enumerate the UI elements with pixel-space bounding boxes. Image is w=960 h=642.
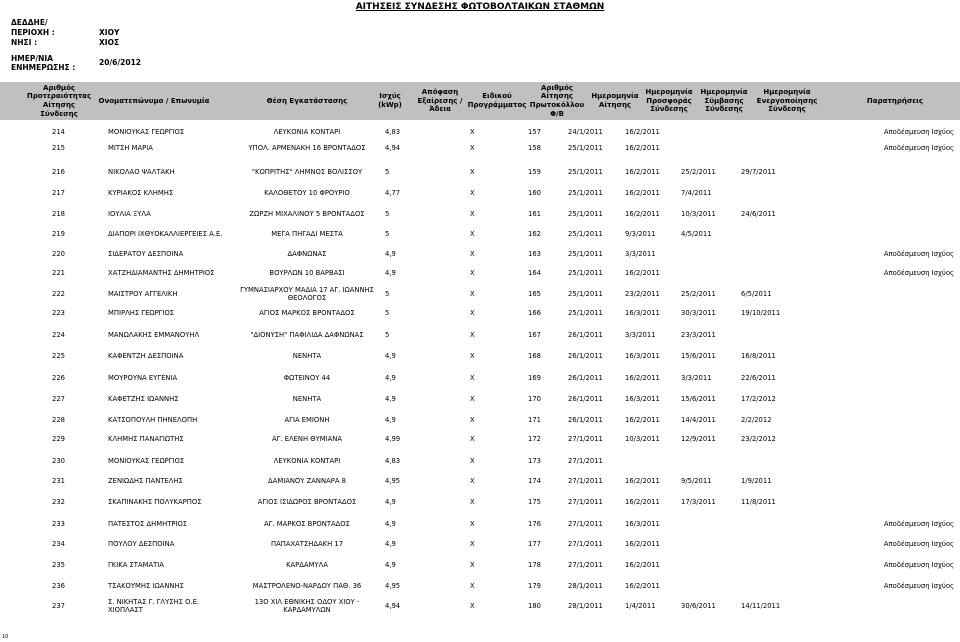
table-row	[0, 162, 960, 182]
header-program: Ειδικού Προγράμματος	[467, 92, 527, 109]
row-protocol: 170	[528, 395, 541, 403]
row-date-activation: 6/5/2011	[741, 290, 772, 298]
row-notes: Αποδέσμευση Ισχύος	[883, 128, 954, 136]
row-program-mark: Χ	[470, 395, 475, 403]
row-name: ΔΙΑΠΟΡΙ ΙΧΘΥΟΚΑΛΛΙΕΡΓΕΙΕΣ Α.Ε.	[108, 230, 223, 238]
row-protocol: 175	[528, 498, 541, 506]
row-program-mark: Χ	[470, 168, 475, 176]
header-priority: Αριθμός Προτεραιότητας Αίτησης Σύνδεσης	[26, 83, 92, 118]
row-date-contract: 25/2/2011	[681, 168, 716, 176]
row-protocol: 167	[528, 331, 541, 339]
page-title: ΑΙΤΗΣΕΙΣ ΣΥΝΔΕΣΗΣ ΦΩΤΟΒΟΛΤΑΙΚΩΝ ΣΤΑΘΜΩΝ	[355, 2, 605, 12]
row-power: 5	[385, 309, 390, 317]
row-power: 4,9	[385, 416, 396, 424]
row-protocol: 174	[528, 477, 541, 485]
row-location: ΛΕΥΚΟΝΙΑ ΚΟΝΤΑΡΙ	[273, 457, 341, 465]
row-location: ΥΠΟΛ. ΑΡΜΕΝΑΚΗ 16 ΒΡΟΝΤΑΔΟΣ	[248, 144, 366, 152]
table-row	[0, 204, 960, 224]
row-priority: 222	[52, 290, 65, 298]
row-location: ΠΑΠΑΧΑΤΣΗΔΑΚΗ 17	[270, 540, 344, 548]
row-name: ΣΙΔΕΡΑΤΟΥ ΔΕΣΠΟΙΝΑ	[108, 250, 184, 258]
row-power: 5	[385, 290, 390, 298]
row-date-offer: 23/2/2011	[625, 290, 660, 298]
row-date-activation: 14/11/2011	[741, 602, 781, 610]
perioxi-value: ΧΙΟΥ	[99, 28, 120, 37]
row-notes: Αποδέσμευση Ισχύος	[883, 144, 954, 152]
table-row	[0, 555, 960, 575]
row-protocol: 157	[528, 128, 541, 136]
row-date-offer: 16/2/2011	[625, 168, 660, 176]
row-date-offer: 16/2/2011	[625, 269, 660, 277]
row-protocol: 172	[528, 435, 541, 443]
row-location: ΑΓ. ΜΑΡΚΟΣ ΒΡΟΝΤΑΔΟΣ	[264, 520, 350, 528]
row-power: 4,9	[385, 540, 396, 548]
row-date-offer: 16/2/2011	[625, 128, 660, 136]
table-row	[0, 492, 960, 512]
row-date-application: 24/1/2011	[568, 128, 603, 136]
row-date-application: 25/1/2011	[568, 230, 603, 238]
row-priority: 230	[52, 457, 65, 465]
row-priority: 236	[52, 582, 65, 590]
row-date-offer: 16/2/2011	[625, 498, 660, 506]
row-program-mark: Χ	[470, 331, 475, 339]
table-row	[0, 303, 960, 323]
header-decision: Απόφαση Εξαίρεσης / Άδεια	[417, 88, 463, 114]
row-protocol: 162	[528, 230, 541, 238]
row-priority: 226	[52, 374, 65, 382]
row-name: ΙΟΥΛΙΑ ΞΥΛΑ	[108, 210, 151, 218]
row-date-application: 26/1/2011	[568, 374, 603, 382]
row-date-application: 26/1/2011	[568, 352, 603, 360]
table-row	[0, 284, 960, 304]
header-date-activation: Ημερομηνία Ενεργοποίησης Σύνδεσης	[756, 88, 818, 114]
row-power: 5	[385, 230, 390, 238]
row-date-application: 25/1/2011	[568, 290, 603, 298]
row-date-offer: 9/3/2011	[625, 230, 656, 238]
row-protocol: 158	[528, 144, 541, 152]
table-row	[0, 244, 960, 264]
row-protocol: 178	[528, 561, 541, 569]
row-power: 4,9	[385, 352, 396, 360]
row-location: 13Ο ΧΙΛ ΕΘΝΙΚΗΣ ΟΔΟΥ ΧΙΟΥ - ΚΑΡΔΑΜΥΛΩΝ	[254, 598, 360, 614]
row-program-mark: Χ	[470, 498, 475, 506]
table-row	[0, 514, 960, 534]
table-row	[0, 346, 960, 366]
row-date-activation: 1/9/2011	[741, 477, 772, 485]
row-protocol: 163	[528, 250, 541, 258]
row-power: 4,9	[385, 395, 396, 403]
row-protocol: 180	[528, 602, 541, 610]
row-location: ΝΕΝΗΤΑ	[292, 352, 322, 360]
row-priority: 217	[52, 189, 65, 197]
row-date-application: 28/1/2011	[568, 582, 603, 590]
row-name: ΜΠΙΡΛΗΣ ΓΕΩΡΓΙΟΣ	[108, 309, 175, 317]
table-row	[0, 389, 960, 409]
row-location: ΜΑΣΤΡΟΛΕΝΟ-ΝΑΡΔΟΥ ΠΑΘ. 36	[252, 582, 362, 590]
row-program-mark: Χ	[470, 144, 475, 152]
row-date-offer: 16/2/2011	[625, 416, 660, 424]
row-date-application: 27/1/2011	[568, 477, 603, 485]
row-date-contract: 15/6/2011	[681, 352, 716, 360]
row-priority: 220	[52, 250, 65, 258]
row-power: 4,83	[385, 128, 401, 136]
row-date-application: 27/1/2011	[568, 457, 603, 465]
row-name: ΠΑΤΕΣΤΟΣ ΔΗΜΗΤΡΙΟΣ	[108, 520, 188, 528]
date-label-1: ΗΜΕΡ/ΝΙΑ	[11, 54, 53, 63]
row-priority: 233	[52, 520, 65, 528]
row-location: ΦΩΤΕΙΝΟΥ 44	[283, 374, 331, 382]
row-name: ΜΟΥΡΟΥΝΑ ΕΥΓΕΝΙΑ	[108, 374, 178, 382]
row-program-mark: Χ	[470, 290, 475, 298]
table-row	[0, 325, 960, 345]
row-location: ΔΑΜΙΑΝΟΥ ΖΑΝΝΑΡΑ 8	[268, 477, 346, 485]
row-date-offer: 16/2/2011	[625, 582, 660, 590]
row-power: 4,9	[385, 374, 396, 382]
row-program-mark: Χ	[470, 352, 475, 360]
row-location: ΚΑΛΟΘΕΤΟΥ 10 ΦΡΟΥΡΙΟ	[264, 189, 350, 197]
row-priority: 235	[52, 561, 65, 569]
row-program-mark: Χ	[470, 374, 475, 382]
table-row	[0, 576, 960, 596]
row-protocol: 159	[528, 168, 541, 176]
row-power: 4,77	[385, 189, 401, 197]
header-date-app: Ημερομηνία Αίτησης	[591, 92, 639, 109]
row-power: 5	[385, 168, 390, 176]
table-row	[0, 183, 960, 203]
row-date-offer: 1/4/2011	[625, 602, 656, 610]
row-date-activation: 2/2/2012	[741, 416, 772, 424]
row-date-application: 27/1/2011	[568, 540, 603, 548]
row-program-mark: Χ	[470, 520, 475, 528]
row-date-activation: 17/2/2012	[741, 395, 776, 403]
nisi-label: ΝΗΣΙ :	[11, 38, 38, 47]
row-power: 4,9	[385, 498, 396, 506]
row-date-offer: 16/2/2011	[625, 144, 660, 152]
row-program-mark: Χ	[470, 309, 475, 317]
row-priority: 215	[52, 144, 65, 152]
row-date-application: 25/1/2011	[568, 210, 603, 218]
row-date-activation: 22/6/2011	[741, 374, 776, 382]
row-protocol: 166	[528, 309, 541, 317]
row-date-application: 27/1/2011	[568, 561, 603, 569]
row-notes: Αποδέσμευση Ισχύος	[883, 250, 954, 258]
row-name: ΣΚΑΠΙΝΑΚΗΣ ΠΟΛΥΚΑΡΠΟΣ	[108, 498, 202, 506]
row-name: ΚΛΗΜΗΣ ΠΑΝΑΓΙΩΤΗΣ	[108, 435, 184, 443]
row-date-contract: 25/2/2011	[681, 290, 716, 298]
row-date-activation: 19/10/2011	[741, 309, 781, 317]
row-program-mark: Χ	[470, 210, 475, 218]
row-date-contract: 12/9/2011	[681, 435, 716, 443]
row-program-mark: Χ	[470, 128, 475, 136]
row-date-activation: 11/8/2011	[741, 498, 776, 506]
row-power: 4,9	[385, 250, 396, 258]
row-date-application: 27/1/2011	[568, 435, 603, 443]
perioxi-label: ΠΕΡΙΟΧΗ :	[11, 28, 55, 37]
table-row	[0, 471, 960, 491]
row-name: Σ. ΝΙΚΗΤΑΣ Γ. ΓΛΥΣΗΣ Ο.Ε. ΧΙΟΠΛΑΣΤ	[108, 598, 200, 614]
row-location: ΓΥΜΝΑΣΙΑΡΧΟΥ ΜΑΔΙΑ 17 ΑΓ. ΙΩΑΝΝΗΣ ΘΕΟΛΟΓΟΣ	[240, 286, 374, 302]
row-priority: 237	[52, 602, 65, 610]
row-notes: Αποδέσμευση Ισχύος	[883, 561, 954, 569]
row-program-mark: Χ	[470, 416, 475, 424]
row-program-mark: Χ	[470, 602, 475, 610]
row-priority: 229	[52, 435, 65, 443]
row-program-mark: Χ	[470, 250, 475, 258]
row-location: ΛΕΥΚΟΝΙΑ ΚΟΝΤΑΡΙ	[273, 128, 341, 136]
row-priority: 223	[52, 309, 65, 317]
row-name: ΧΑΤΖΗΔΙΑΜΑΝΤΗΣ ΔΗΜΗΤΡΙΟΣ	[108, 269, 215, 277]
row-priority: 232	[52, 498, 65, 506]
row-location: "ΚΟΠΡΙΤΗΣ" ΛΗΜΝΟΣ ΒΟΛΙΣΣΟΥ	[251, 168, 363, 176]
row-name: ΜΟΝΙΟΥΚΑΣ ΓΕΩΡΓΙΟΣ	[108, 457, 185, 465]
row-protocol: 169	[528, 374, 541, 382]
header-power: Ισχύς (kWp)	[378, 92, 402, 109]
row-program-mark: Χ	[470, 582, 475, 590]
row-date-contract: 17/3/2011	[681, 498, 716, 506]
row-location: ΝΕΝΗΤΑ	[292, 395, 322, 403]
row-power: 4,83	[385, 457, 401, 465]
row-priority: 231	[52, 477, 65, 485]
table-row	[0, 368, 960, 388]
row-protocol: 177	[528, 540, 541, 548]
row-date-application: 27/1/2011	[568, 498, 603, 506]
table-row	[0, 410, 960, 430]
row-priority: 221	[52, 269, 65, 277]
row-date-contract: 7/4/2011	[681, 189, 712, 197]
header-name: Ονοματεπώνυμο / Επωνυμία	[98, 96, 210, 105]
row-protocol: 171	[528, 416, 541, 424]
date-value: 20/6/2012	[99, 58, 142, 67]
row-name: ΠΟΥΛΟΥ ΔΕΣΠΟΙΝΑ	[108, 540, 175, 548]
row-date-activation: 29/7/2011	[741, 168, 776, 176]
row-name: ΖΕΝΙΩΔΗΣ ΠΑΝΤΕΛΗΣ	[108, 477, 183, 485]
row-date-contract: 15/6/2011	[681, 395, 716, 403]
row-program-mark: Χ	[470, 457, 475, 465]
row-date-activation: 16/8/2011	[741, 352, 776, 360]
row-name: ΜΙΤΣΗ ΜΑΡΙΑ	[108, 144, 153, 152]
row-protocol: 179	[528, 582, 541, 590]
row-program-mark: Χ	[470, 561, 475, 569]
row-location: ΚΑΡΔΑΜΥΛΑ	[286, 561, 328, 569]
row-protocol: 160	[528, 189, 541, 197]
date-label-2: ΕΝΗΜΕΡΩΣΗΣ :	[11, 63, 76, 72]
row-date-application: 26/1/2011	[568, 416, 603, 424]
table-row	[0, 596, 960, 616]
row-power: 4,95	[385, 582, 401, 590]
header-info	[0, 0, 200, 70]
row-power: 4,9	[385, 561, 396, 569]
row-protocol: 168	[528, 352, 541, 360]
row-name: ΚΥΡΙΑΚΟΣ ΚΛΗΜΗΣ	[108, 189, 174, 197]
table-row	[0, 263, 960, 283]
row-date-application: 25/1/2011	[568, 250, 603, 258]
row-priority: 228	[52, 416, 65, 424]
row-protocol: 176	[528, 520, 541, 528]
row-name: ΓΚΙΚΑ ΣΤΑΜΑΤΙΑ	[108, 561, 164, 569]
row-program-mark: Χ	[470, 230, 475, 238]
row-name: ΚΑΦΕΤΖΗΣ ΙΩΑΝΝΗΣ	[108, 395, 179, 403]
row-power: 4,99	[385, 435, 401, 443]
row-location: ΑΓ. ΕΛΕΝΗ ΘΥΜΙΑΝΑ	[271, 435, 343, 443]
row-priority: 214	[52, 128, 65, 136]
row-name: ΜΟΝΙΟΥΚΑΣ ΓΕΩΡΓΙΟΣ	[108, 128, 185, 136]
row-name: ΜΑΙΣΤΡΟΥ ΑΓΓΕΛΙΚΗ	[108, 290, 178, 298]
row-location: ΖΩΡΖΗ ΜΙΧΑΛΙΝΟΥ 5 ΒΡΟΝΤΑΔΟΣ	[249, 210, 365, 218]
row-date-contract: 23/3/2011	[681, 331, 716, 339]
row-location: ΑΓΙΟΣ ΜΑΡΚΟΣ ΒΡΟΝΤΑΔΟΣ	[259, 309, 355, 317]
table-row	[0, 534, 960, 554]
row-program-mark: Χ	[470, 269, 475, 277]
row-name: ΜΑΝΩΛΑΚΗΣ ΕΜΜΑΝΟΥΗΛ	[108, 331, 200, 339]
row-location: ΑΓΙΑ ΕΜΙΟΝΗ	[284, 416, 330, 424]
row-priority: 227	[52, 395, 65, 403]
row-date-offer: 16/3/2011	[625, 395, 660, 403]
row-date-contract: 14/4/2011	[681, 416, 716, 424]
row-priority: 219	[52, 230, 65, 238]
row-priority: 225	[52, 352, 65, 360]
row-date-offer: 16/2/2011	[625, 374, 660, 382]
row-date-offer: 3/3/2011	[625, 331, 656, 339]
row-date-application: 25/1/2011	[568, 144, 603, 152]
table-row	[0, 451, 960, 471]
row-priority: 218	[52, 210, 65, 218]
row-date-contract: 9/5/2011	[681, 477, 712, 485]
row-date-offer: 16/2/2011	[625, 540, 660, 548]
table-row	[0, 138, 960, 158]
row-date-offer: 16/3/2011	[625, 352, 660, 360]
row-date-application: 25/1/2011	[568, 309, 603, 317]
row-date-activation: 24/6/2011	[741, 210, 776, 218]
row-date-offer: 3/3/2011	[625, 250, 656, 258]
header-notes: Παρατηρήσεις	[866, 96, 924, 105]
row-power: 4,94	[385, 602, 401, 610]
nisi-value: ΧΙΟΣ	[99, 38, 120, 47]
row-date-contract: 30/6/2011	[681, 602, 716, 610]
row-date-contract: 30/3/2011	[681, 309, 716, 317]
row-protocol: 173	[528, 457, 541, 465]
row-date-contract: 3/3/2011	[681, 374, 712, 382]
row-program-mark: Χ	[470, 189, 475, 197]
row-notes: Αποδέσμευση Ισχύος	[883, 582, 954, 590]
table-row	[0, 224, 960, 244]
row-date-offer: 10/3/2011	[625, 435, 660, 443]
row-notes: Αποδέσμευση Ισχύος	[883, 269, 954, 277]
row-location: ΒΟΥΡΛΩΝ 10 ΒΑΡΒΑΣΙ	[269, 269, 345, 277]
row-power: 5	[385, 210, 390, 218]
row-date-application: 25/1/2011	[568, 269, 603, 277]
row-location: "ΔΙΟΝΥΣΗ" ΠΑΦΙΛΙΔΑ ΔΑΦΝΩΝΑΣ	[250, 331, 364, 339]
row-priority: 234	[52, 540, 65, 548]
row-date-contract: 4/5/2011	[681, 230, 712, 238]
row-program-mark: Χ	[470, 435, 475, 443]
row-date-application: 26/1/2011	[568, 395, 603, 403]
row-date-application: 28/1/2011	[568, 602, 603, 610]
row-date-offer: 16/2/2011	[625, 477, 660, 485]
row-power: 5	[385, 331, 390, 339]
page-number: 10	[2, 634, 9, 640]
row-location: ΜΕΓΑ ΠΗΓΑΔΙ ΜΕΣΤΑ	[271, 230, 343, 238]
row-priority: 216	[52, 168, 65, 176]
row-protocol: 161	[528, 210, 541, 218]
row-power: 4,95	[385, 477, 401, 485]
row-name: ΤΣΑΚΟΥΜΗΣ ΙΩΑΝΝΗΣ	[108, 582, 184, 590]
row-program-mark: Χ	[470, 540, 475, 548]
row-date-offer: 16/2/2011	[625, 210, 660, 218]
row-notes: Αποδέσμευση Ισχύος	[883, 520, 954, 528]
row-date-contract: 10/3/2011	[681, 210, 716, 218]
row-date-activation: 23/2/2012	[741, 435, 776, 443]
row-location: ΑΓΙΟΣ ΙΣΙΔΩΡΟΣ ΒΡΟΝΤΑΔΟΣ	[257, 498, 357, 506]
row-program-mark: Χ	[470, 477, 475, 485]
row-date-offer: 16/3/2011	[625, 520, 660, 528]
row-name: ΚΑΤΣΟΠΟΥΛΗ ΠΗΝΕΛΟΠΗ	[108, 416, 198, 424]
row-notes: Αποδέσμευση Ισχύος	[883, 540, 954, 548]
header-protocol: Αριθμός Αίτησης Πρωτοκόλλου Φ/Β	[529, 83, 585, 118]
row-date-application: 25/1/2011	[568, 168, 603, 176]
row-date-offer: 16/2/2011	[625, 561, 660, 569]
header-date-offer: Ημερομηνία Προσφοράς Σύνδεσης	[645, 88, 693, 114]
table-row	[0, 429, 960, 449]
row-date-offer: 16/2/2011	[625, 189, 660, 197]
row-date-application: 26/1/2011	[568, 331, 603, 339]
row-protocol: 165	[528, 290, 541, 298]
dedde-label: ΔΕΔΔΗΕ/	[11, 18, 48, 27]
row-power: 4,9	[385, 269, 396, 277]
row-power: 4,94	[385, 144, 401, 152]
row-location: ΔΑΦΝΩΝΑΣ	[287, 250, 327, 258]
row-date-offer: 16/3/2011	[625, 309, 660, 317]
row-priority: 224	[52, 331, 65, 339]
header-location: Θέση Εγκατάστασης	[266, 96, 348, 105]
row-date-application: 27/1/2011	[568, 520, 603, 528]
row-date-application: 25/1/2011	[568, 189, 603, 197]
row-name: ΝΙΚΟΛΑΟ ΨΑΛΤΑΚΗ	[108, 168, 175, 176]
row-name: ΚΑΦΕΝΤΖΗ ΔΕΣΠΟΙΝΑ	[108, 352, 184, 360]
row-power: 4,9	[385, 520, 396, 528]
row-protocol: 164	[528, 269, 541, 277]
header-date-contract: Ημερομηνία Σύμβασης Σύνδεσης	[700, 88, 748, 114]
table-header	[0, 82, 960, 120]
